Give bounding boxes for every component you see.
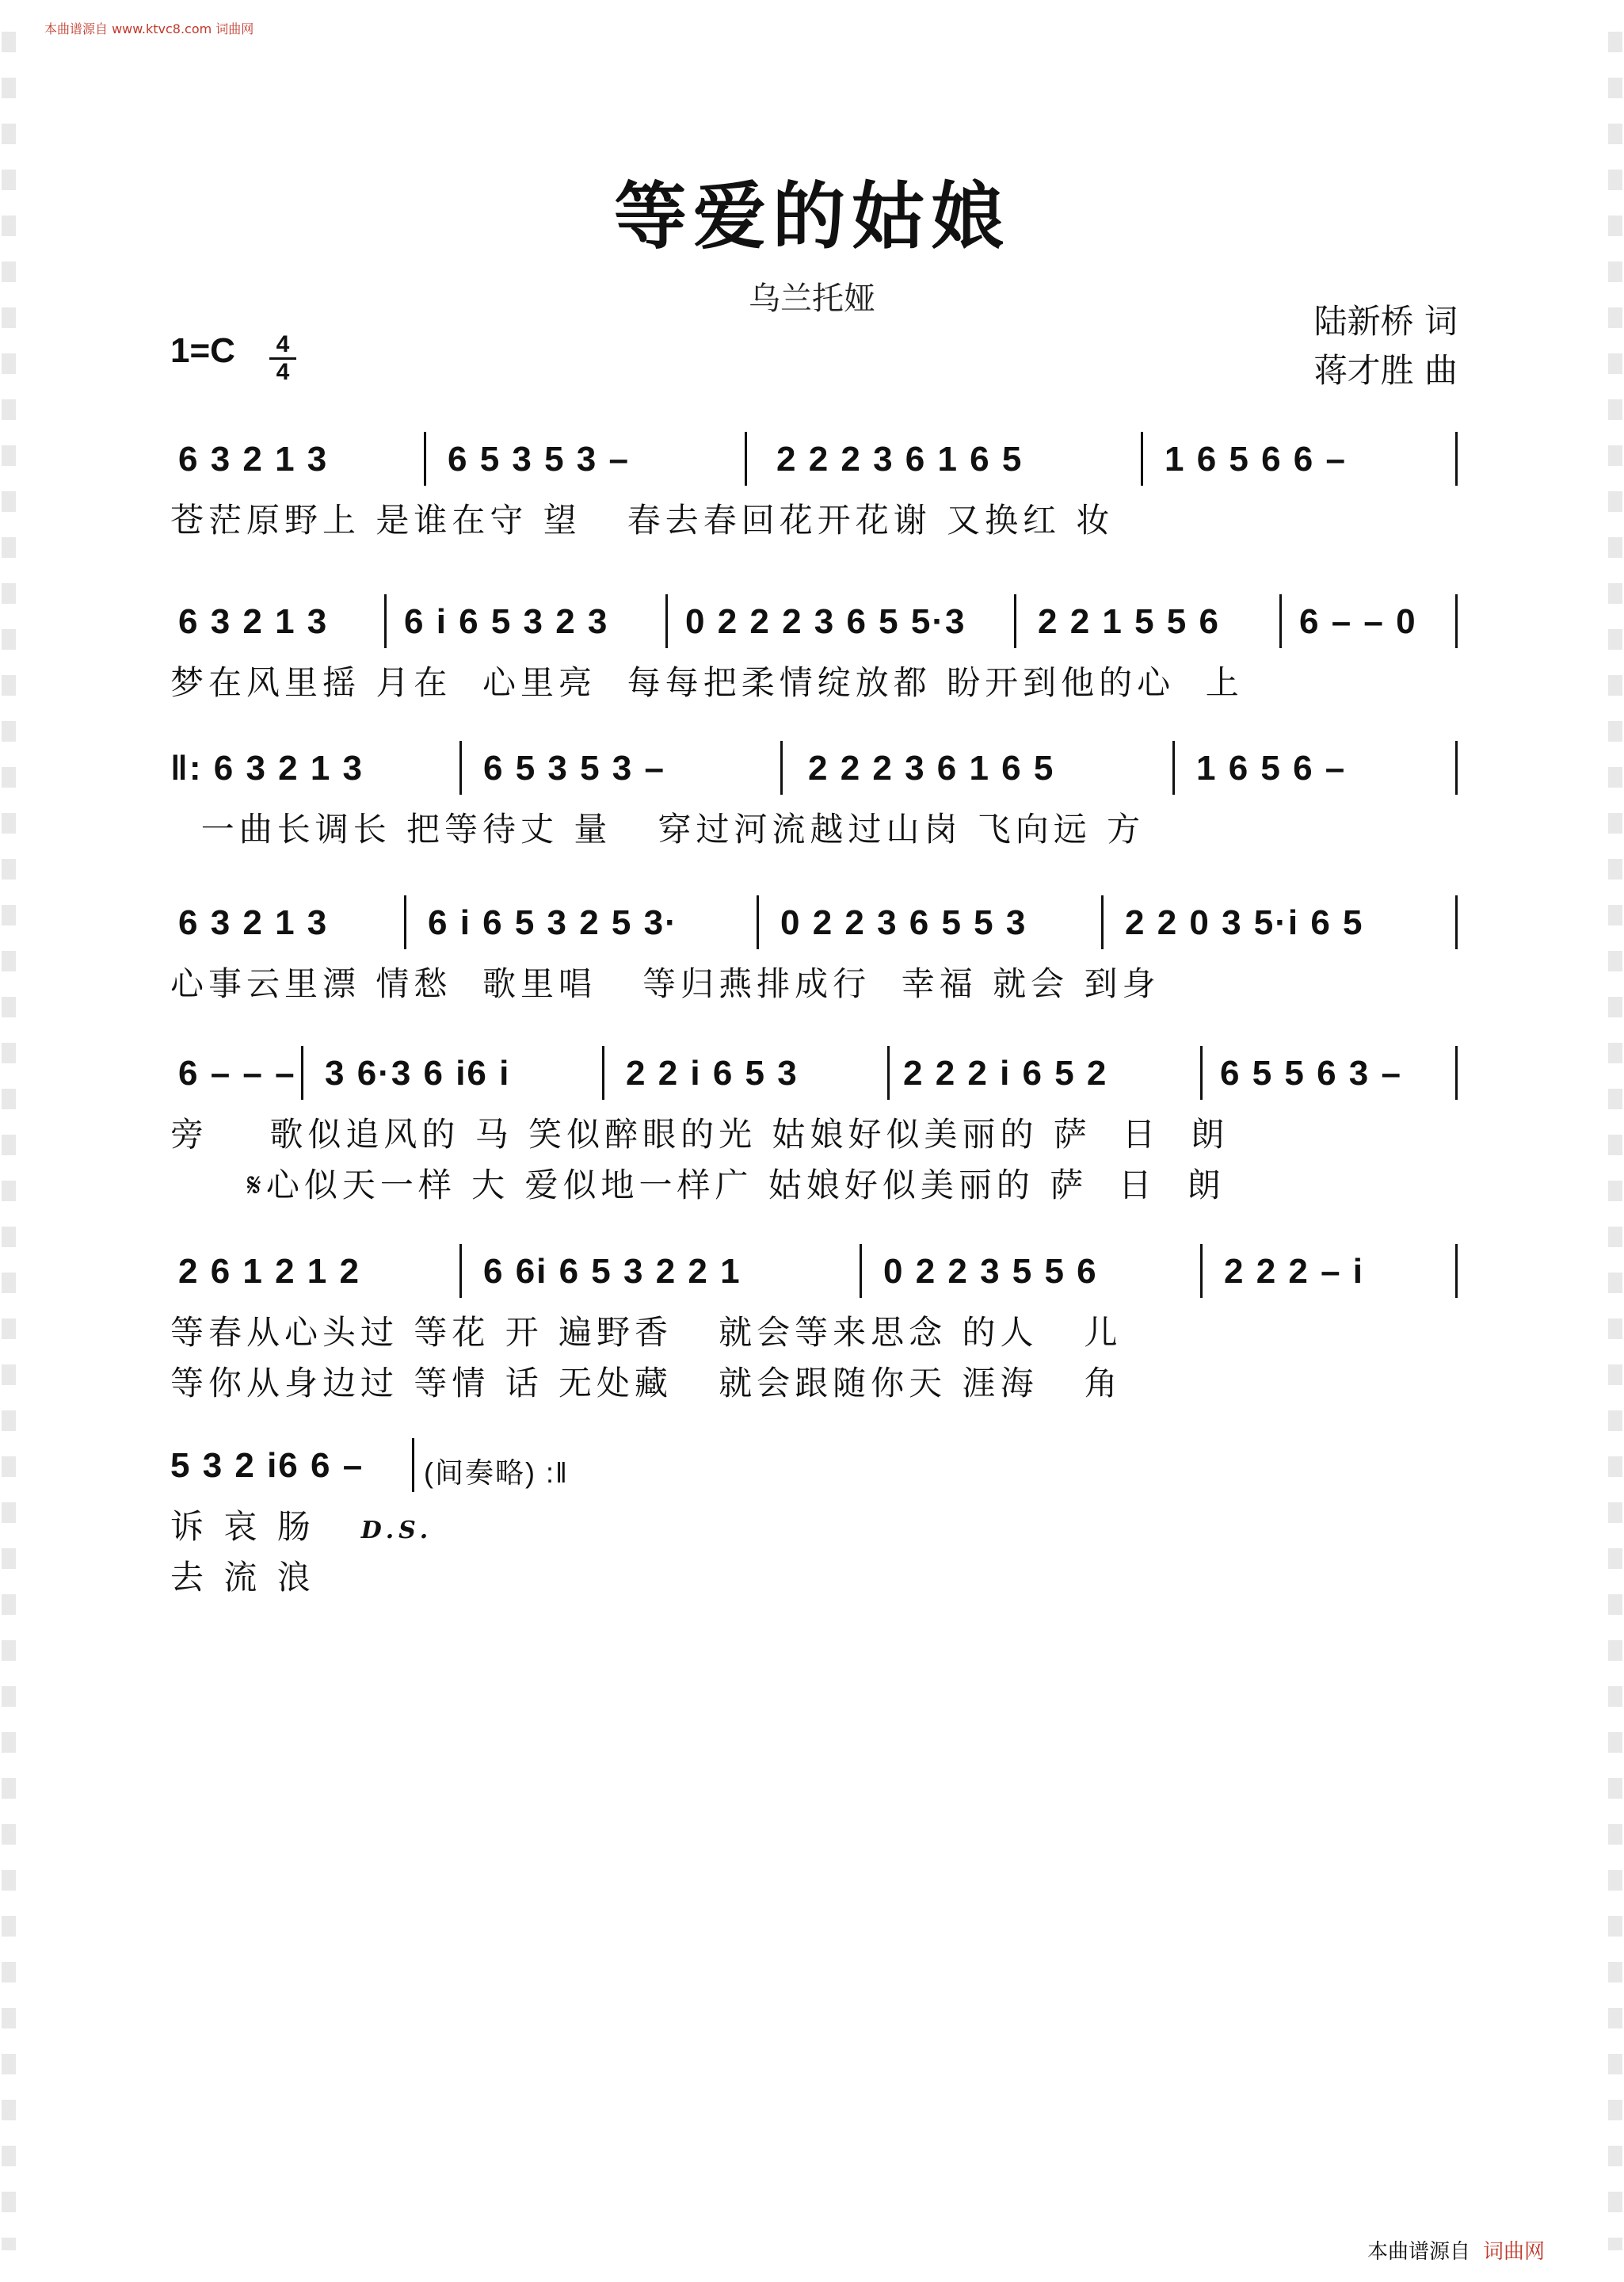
side-watermark-left — [2, 32, 16, 2250]
barline — [424, 432, 426, 486]
measure: 2 2 1 5 5 6 — [1038, 602, 1220, 641]
notation-row — [170, 594, 1458, 658]
notation-row — [170, 741, 1458, 804]
measure: 2 2 2 i 6 5 2 — [903, 1054, 1108, 1093]
lyricist: 陆新桥 词 — [1313, 302, 1458, 341]
measure: 1 6 5 6 6 – — [1165, 440, 1347, 479]
measure: 6 i 6 5 3 2 5 3· — [428, 903, 678, 942]
source-footer-prefix: 本曲谱源自 — [1367, 2240, 1470, 2264]
notation-row — [170, 1244, 1458, 1307]
measure: 6 3 2 1 3 — [178, 903, 329, 942]
barline — [1455, 895, 1458, 949]
barline — [780, 741, 783, 795]
barline — [1279, 594, 1282, 648]
measure: 6 3 2 1 3 — [178, 602, 329, 641]
lyric-line: 苍茫原野上 是谁在守 望 春去春回花开花谢 又换红 妆 — [170, 501, 1115, 540]
lyric-line: 等春从心头过 等花 开 遍野香 就会等来思念 的人 儿 — [170, 1313, 1123, 1352]
barline — [1455, 741, 1458, 795]
side-watermark-right — [1608, 32, 1622, 2250]
barline — [459, 1244, 462, 1298]
barline — [665, 594, 668, 648]
measure: 2 6 1 2 1 2 — [178, 1252, 360, 1291]
barline — [1455, 594, 1458, 648]
score-system-2 — [170, 594, 1458, 708]
lyric-line: 旁 歌似追风的 马 笑似醉眼的光 姑娘好似美丽的 萨 日 朗 — [170, 1115, 1229, 1154]
dal-segno-mark: D.S. — [360, 1517, 433, 1544]
lyric-line: 梦在风里摇 月在 心里亮 每每把柔情绽放都 盼开到他的心 上 — [170, 663, 1244, 702]
source-header: 本曲谱源自 www.ktvc8.com 词曲网 — [44, 21, 254, 36]
lyric-line: 一曲长调长 把等待丈 量 穿过河流越过山岗 飞向远 方 — [170, 810, 1146, 849]
credits — [1314, 297, 1458, 395]
barline — [384, 594, 387, 648]
barline — [459, 741, 462, 795]
lyric-line: 心事云里漂 情愁 歌里唱 等归燕排成行 幸福 就会 到身 — [170, 964, 1161, 1003]
time-signature-top: 4 — [276, 331, 290, 357]
measure: 0 2 2 3 5 5 6 — [883, 1252, 1098, 1291]
score-system-1 — [170, 432, 1458, 546]
barline — [1014, 594, 1016, 648]
barline — [887, 1046, 890, 1100]
lyric-text: 诉 哀 肠 — [170, 1507, 315, 1546]
score-system-7 — [170, 1438, 1458, 1603]
score-system-5 — [170, 1046, 1458, 1211]
measure: 2 2 2 – i — [1224, 1252, 1365, 1291]
measure: 2 2 2 3 6 1 6 5 — [808, 749, 1055, 788]
measure: 5 3 2 i6 6 – — [170, 1446, 364, 1485]
source-footer — [1367, 2235, 1545, 2265]
score-system-6 — [170, 1244, 1458, 1409]
measure: 2 2 i 6 5 3 — [626, 1054, 799, 1093]
measure: 2 2 0 3 5·i 6 5 — [1125, 903, 1364, 942]
measure: 0 2 2 3 6 5 5 3 — [780, 903, 1027, 942]
source-footer-brand: 词曲网 — [1482, 2240, 1545, 2264]
barline — [1101, 895, 1104, 949]
lyric-line — [170, 1502, 1458, 1552]
barline — [1172, 741, 1175, 795]
measure: 6 3 2 1 3 — [178, 440, 329, 479]
barline — [1200, 1046, 1203, 1100]
barline — [1455, 1046, 1458, 1100]
barline — [412, 1438, 414, 1492]
score-system-4 — [170, 895, 1458, 1009]
key-signature: 1=C — [170, 331, 235, 370]
measure: 6 i 6 5 3 2 3 — [404, 602, 609, 641]
notation-row — [170, 432, 1458, 495]
composer: 蒋才胜 曲 — [1313, 351, 1458, 390]
barline — [757, 895, 759, 949]
measure: 1 6 5 6 – — [1196, 749, 1347, 788]
lyric-line: 𝄋心似天一样 大 爱似地一样广 姑娘好似美丽的 萨 日 朗 — [170, 1166, 1226, 1204]
barline — [860, 1244, 862, 1298]
singer-name: 乌兰托娅 — [749, 280, 875, 317]
measure: 6 5 5 6 3 – — [1220, 1054, 1402, 1093]
measure: 0 2 2 2 3 6 5 5·3 — [685, 602, 966, 641]
lyric-line: 去 流 浪 — [170, 1558, 315, 1597]
measure: 6 – – 0 — [1299, 602, 1417, 641]
measure: 6 6i 6 5 3 2 2 1 — [483, 1252, 741, 1291]
score-system-3 — [170, 741, 1458, 855]
barline — [602, 1046, 604, 1100]
barline — [1141, 432, 1143, 486]
barline — [404, 895, 406, 949]
lyric-line: 等你从身边过 等情 话 无处藏 就会跟随你天 涯海 角 — [170, 1364, 1123, 1402]
barline — [1455, 1244, 1458, 1298]
notation-row — [170, 1046, 1458, 1109]
measure: 6 5 3 5 3 – — [483, 749, 665, 788]
barline — [1200, 1244, 1203, 1298]
notation-row — [170, 895, 1458, 959]
measure: 6 – – – — [178, 1054, 296, 1093]
measure: 6 5 3 5 3 – — [448, 440, 630, 479]
time-signature-bottom: 4 — [276, 359, 290, 385]
interlude-marker: (间奏略) :‖ — [424, 1456, 569, 1489]
measure: ‖: 6 3 2 1 3 — [170, 749, 364, 788]
measure: 3 6·3 6 i6 i — [325, 1054, 511, 1093]
notation-row — [170, 1438, 1458, 1502]
barline — [745, 432, 747, 486]
song-title: 等爱的姑娘 — [613, 174, 1010, 259]
barline — [301, 1046, 303, 1100]
time-signature — [269, 333, 296, 384]
barline — [1455, 432, 1458, 486]
measure: 2 2 2 3 6 1 6 5 — [776, 440, 1024, 479]
